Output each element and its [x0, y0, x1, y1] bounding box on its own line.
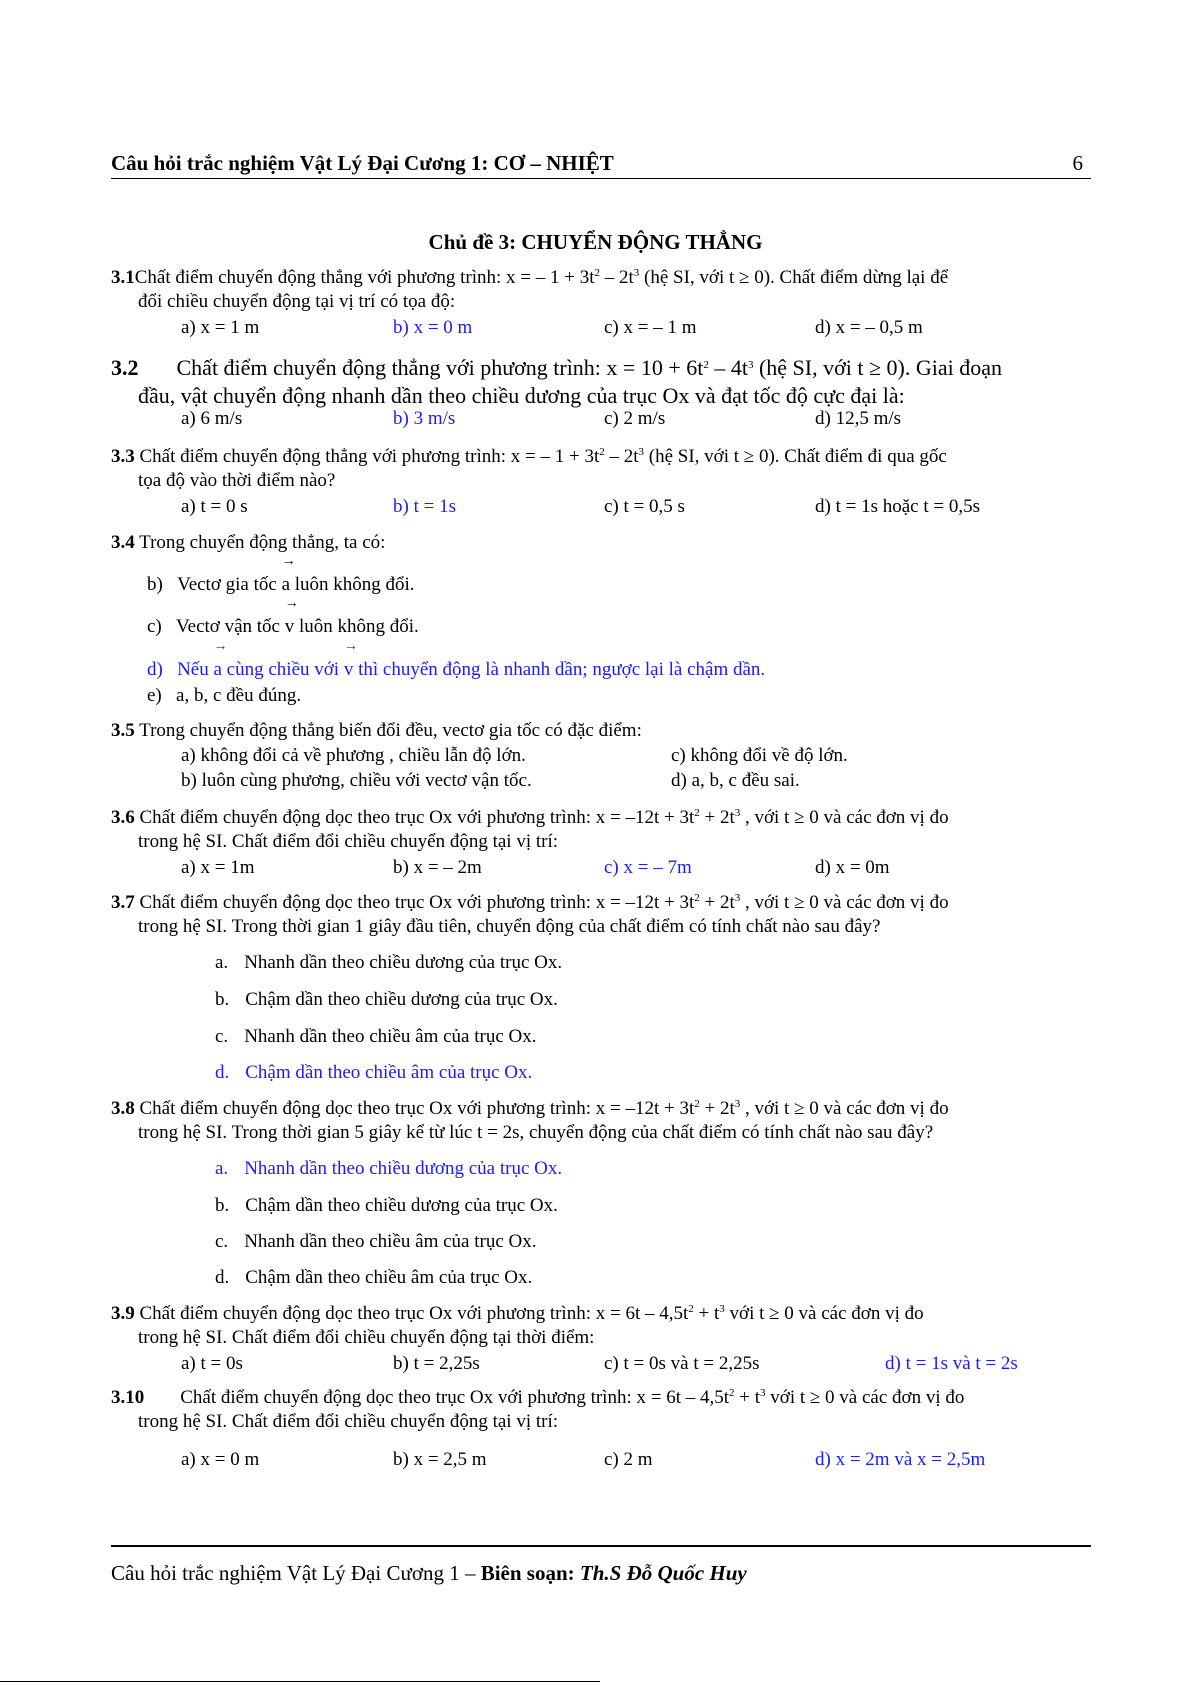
answer-c[interactable]: c) 2 m — [604, 1449, 653, 1470]
question-3-9 — [111, 1302, 1091, 1374]
answer-b-correct[interactable]: b) t = 1s — [393, 496, 456, 517]
answer-d-correct[interactable]: d) x = 2m và x = 2,5m — [815, 1449, 986, 1470]
question-stem: 3.3 Chất điểm chuyển động thẳng với phương trình: x = – $1 + 3t^2 - 2t^3$ (hệ SI, với t ≥ 0). Chất điểm đi qua gốc — [111, 446, 947, 467]
option-b[interactable]: b. Chậm dần theo chiều dương của trục Ox. — [215, 1195, 558, 1216]
answer-row — [111, 1352, 1091, 1376]
option-a-correct[interactable]: a. Nhanh dần theo chiều dương của trục Ox. — [215, 1158, 563, 1179]
question-stem: 3.5 Trong chuyển động thẳng biến đổi đều, vectơ gia tốc có đặc điểm: — [111, 720, 642, 741]
option-c[interactable]: c. Nhanh dần theo chiều âm của trục Ox. — [215, 1026, 537, 1047]
answer-row — [111, 407, 1091, 431]
page-number: 6 — [1072, 151, 1083, 175]
answer-a[interactable]: a) t = 0s — [181, 1353, 243, 1374]
question-3-7 — [111, 891, 1091, 1081]
answer-b[interactable]: b) x = – 2m — [393, 857, 482, 878]
question-stem-line2: trong hệ SI. Trong thời gian 5 giây kể từ lúc t = 2s, chuyển động của chất điểm có tính chất nào sau đây? — [138, 1121, 934, 1143]
topic-title: Chủ đề 3: CHUYỂN ĐỘNG THẲNG — [428, 230, 763, 254]
answer-row — [111, 495, 1091, 519]
option-b[interactable]: b) Vectơ gia tốc → a luôn không đổi. — [147, 554, 415, 595]
answer-b[interactable]: b) luôn cùng phương, chiều với vectơ vận tốc. — [181, 770, 532, 791]
answer-row — [111, 1448, 1091, 1472]
answer-b[interactable]: b) x = 2,5 m — [393, 1449, 487, 1470]
footer-prefix: Câu hỏi trắc nghiệm Vật Lý Đại Cương 1 – — [111, 1561, 481, 1585]
option-b[interactable]: b. Chậm dần theo chiều dương của trục Ox. — [215, 989, 558, 1010]
question-3-8 — [111, 1097, 1091, 1287]
question-stem-line2: trong hệ SI. Chất điểm đổi chiều chuyển động tại vị trí: — [138, 830, 559, 852]
question-3-3 — [111, 445, 1091, 517]
question-stem: 3.1Chất điểm chuyển động thẳng với phương trình: x = – $1 + 3t^2 - 2t^3$ (hệ SI, với t ≥ 0). Chất điểm dừng lại để — [111, 267, 949, 288]
answer-d[interactable]: d) a, b, c đều sai. — [671, 770, 800, 791]
question-stem: 3.8 Chất điểm chuyển động dọc theo trục Ox với phương trình: $x = -12t + 3t^2 + 2t^3$ , với t ≥ 0 và các đơn vị đo — [111, 1098, 949, 1119]
answer-c[interactable]: c) t = 0s và t = 2,25s — [604, 1353, 760, 1374]
footer-label: Biên soạn: — [480, 1561, 580, 1585]
answer-a[interactable]: a) 6 m/s — [181, 408, 243, 429]
header-title: Câu hỏi trắc nghiệm Vật Lý Đại Cương 1: CƠ – NHIỆT — [111, 151, 614, 175]
answer-d[interactable]: d) t = 1s hoặc t = 0,5s — [815, 496, 980, 517]
question-3-6 — [111, 806, 1091, 878]
question-stem: 3.6 Chất điểm chuyển động dọc theo trục Ox với phương trình: $x = -12t + 3t^2 + 2t^3$ , với t ≥ 0 và các đơn vị đo — [111, 807, 949, 828]
question-3-1 — [111, 266, 1091, 338]
answer-c[interactable]: c) x = – 1 m — [604, 317, 697, 338]
answer-c-correct[interactable]: c) x = – 7m — [604, 857, 692, 878]
question-3-4 — [111, 531, 1091, 711]
page-footer — [111, 1560, 747, 1586]
question-3-10 — [111, 1386, 1091, 1470]
option-c[interactable]: c. Nhanh dần theo chiều âm của trục Ox. — [215, 1231, 537, 1252]
question-stem-line2: trong hệ SI. Chất điểm đổi chiều chuyển động tại vị trí: — [138, 1410, 559, 1432]
option-d-correct[interactable]: d) Nếu → a cùng chiều với → v thì chuyển động là nhanh dần; ngược lại là chậm dần. — [147, 639, 766, 680]
answer-b[interactable]: b) t = 2,25s — [393, 1353, 480, 1374]
answer-a[interactable]: a) t = 0 s — [181, 496, 248, 517]
answer-d[interactable]: d) 12,5 m/s — [815, 408, 902, 429]
question-stem-line2: trong hệ SI. Chất điểm đổi chiều chuyển động tại thời điểm: — [138, 1326, 595, 1348]
question-stem-line2: tọa độ vào thời điểm nào? — [138, 469, 336, 491]
answer-c[interactable]: c) t = 0,5 s — [604, 496, 685, 517]
question-3-2 — [111, 354, 1091, 429]
page-header — [111, 150, 1091, 179]
question-stem: 3.2 Chất điểm chuyển động thẳng với phương trình: $x = 10 + 6t^2 - 4t^3$ (hệ SI, với t ≥ 0). Giai đoạn — [111, 355, 1003, 380]
answer-b-correct[interactable]: b) 3 m/s — [393, 408, 456, 429]
question-stem: 3.7 Chất điểm chuyển động dọc theo trục Ox với phương trình: $x = -12t + 3t^2 + 2t^3$ , với t ≥ 0 và các đơn vị đo — [111, 892, 949, 913]
answer-row — [111, 316, 1091, 340]
answer-d[interactable]: d) x = 0m — [815, 857, 890, 878]
bottom-divider — [0, 1681, 600, 1682]
answer-d[interactable]: d) x = – 0,5 m — [815, 317, 923, 338]
option-e[interactable]: e) a, b, c đều đúng. — [147, 685, 302, 706]
question-stem: 3.10 Chất điểm chuyển động dọc theo trục Ox với phương trình: $x = 6t - 4,5t^2 + t^3$ với t ≥ 0 và các đơn vị đo — [111, 1387, 965, 1408]
question-3-5 — [111, 719, 1091, 799]
question-stem-line2: trong hệ SI. Trong thời gian 1 giây đầu tiên, chuyển động của chất điểm có tính chất nào sau đây? — [138, 915, 881, 937]
option-a[interactable]: a. Nhanh dần theo chiều dương của trục Ox. — [215, 952, 563, 973]
answer-c[interactable]: c) 2 m/s — [604, 408, 666, 429]
answer-a[interactable]: a) x = 1m — [181, 857, 255, 878]
question-stem: 3.4 Trong chuyển động thẳng, ta có: — [111, 532, 386, 553]
answer-c[interactable]: c) không đổi về độ lớn. — [671, 745, 848, 766]
footer-divider — [111, 1545, 1091, 1547]
question-stem-line2: đổi chiều chuyển động tại vị trí có tọa độ: — [138, 290, 456, 312]
option-d-correct[interactable]: d. Chậm dần theo chiều âm của trục Ox. — [215, 1062, 533, 1083]
answer-row — [111, 856, 1091, 880]
option-d[interactable]: d. Chậm dần theo chiều âm của trục Ox. — [215, 1267, 533, 1288]
answer-b-correct[interactable]: b) x = 0 m — [393, 317, 473, 338]
answer-a[interactable]: a) không đổi cả về phương , chiều lẫn độ lớn. — [181, 745, 526, 766]
option-c[interactable]: c) Vectơ vận tốc → v luôn không đổi. — [147, 596, 419, 637]
answer-a[interactable]: a) x = 1 m — [181, 317, 260, 338]
answer-d-correct[interactable]: d) t = 1s và t = 2s — [885, 1353, 1018, 1374]
question-stem-line2: đầu, vật chuyển động nhanh dần theo chiều dương của trục Ox và đạt tốc độ cực đại là: — [138, 382, 905, 408]
footer-author: Th.S Đỗ Quốc Huy — [579, 1561, 747, 1585]
answer-a[interactable]: a) x = 0 m — [181, 1449, 260, 1470]
question-stem: 3.9 Chất điểm chuyển động dọc theo trục Ox với phương trình: $x = 6t - 4,5t^2 + t^3$ với t ≥ 0 và các đơn vị đo — [111, 1303, 924, 1324]
